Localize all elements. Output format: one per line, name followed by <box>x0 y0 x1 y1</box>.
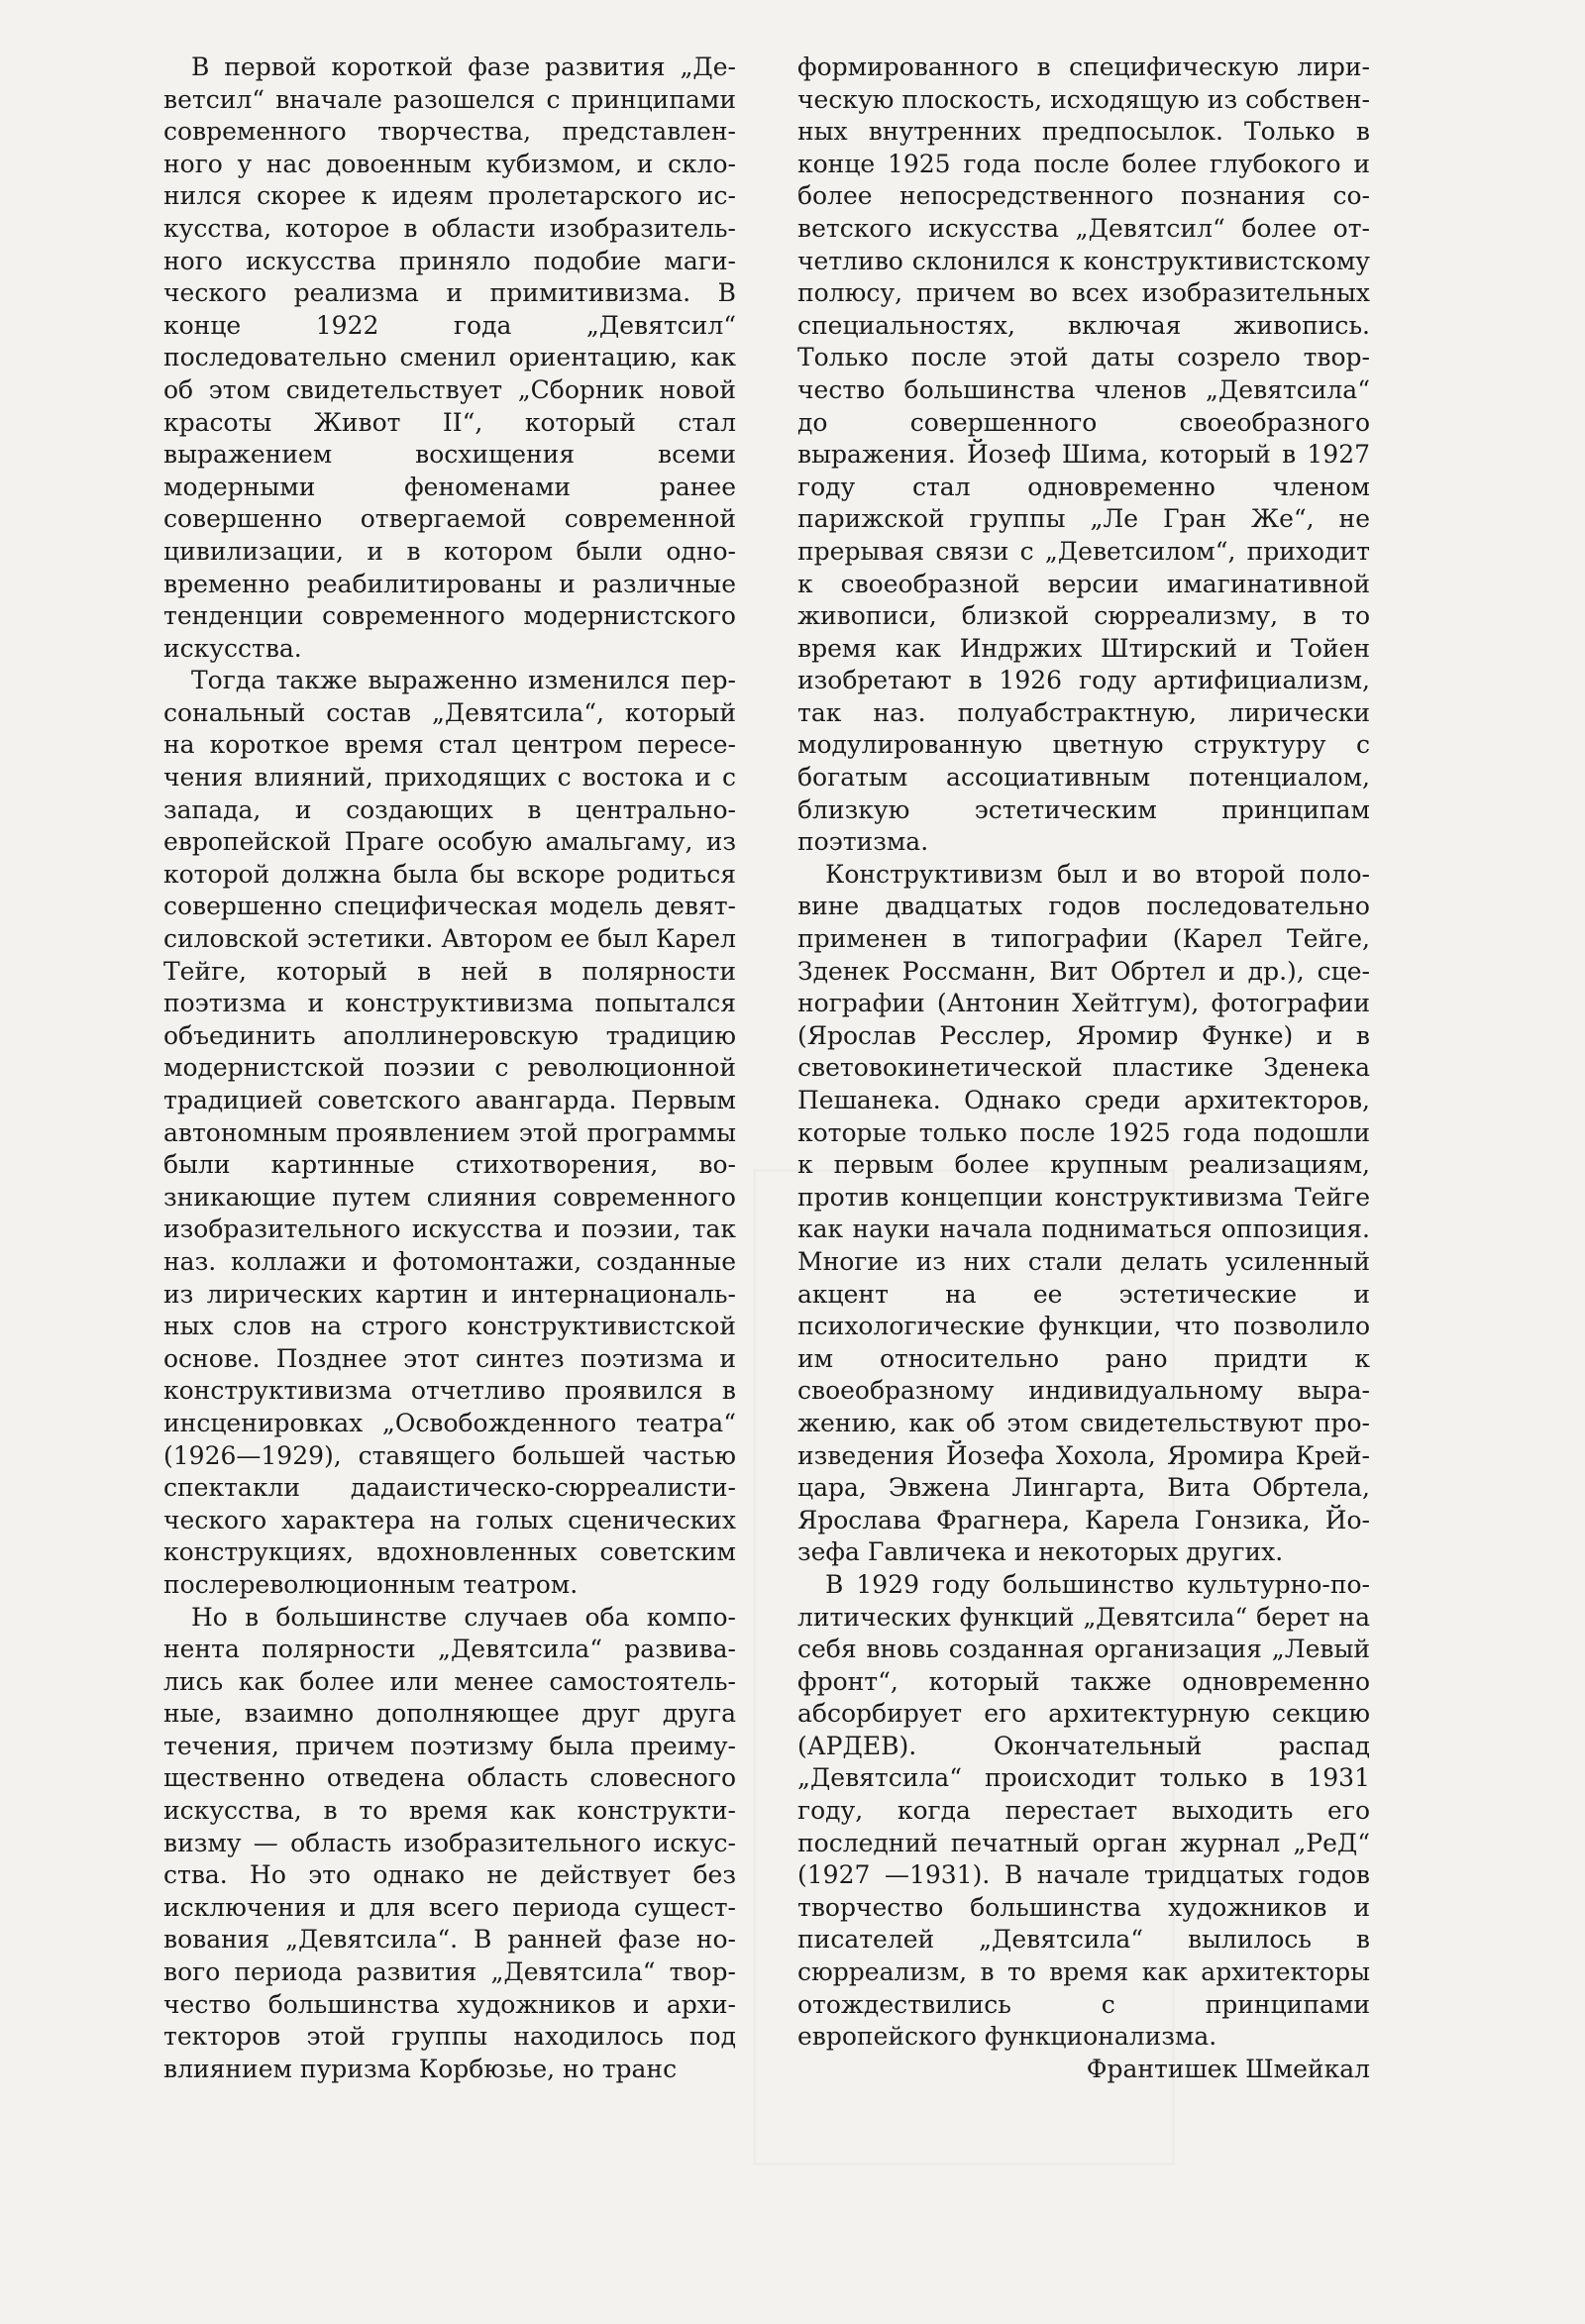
paragraph-right-3: В 1929 году большинство культурно-политических функций „Девятсила“ берет на себя вновь созданная организация „Левый фронт“, который также одновременно абсорбирует его архитектурную секцию (АРДЕВ). Окончательный распад „Девятсила“ происходит только в 1931 году, когда перестает выходить его последний печатный орган журнал „РеД“ (1927 —1931). В начале тридцатых годов творчество большинства художников и писателей „Девятсила“ вылилось в сюрреализм, в то время как архитекторы отождествились с принципами европейского функционализма. <box>797 1569 1370 2052</box>
right-column <box>797 52 1370 2085</box>
paragraph-left-1: В первой короткой фазе развития „Деветсил“ вначале разошелся с принципами современного творчества, представленного у нас довоенным кубизмом, и склонился скорее к идеям пролетарского искусства, которое в области изобразительного искусства приняло подобие магического реализма и примитивизма. В конце 1922 года „Девятсил“ последовательно сменил ориентацию, как об этом свидетельствует „Сборник новой красоты Живот II“, который стал выражением восхищения всеми модерными феноменами ранее совершенно отвергаемой современной цивилизации, и в котором были одновременно реабилитированы и различные тенденции современного модернистского искусства. <box>163 53 736 663</box>
paragraph-right-1: формированного в специфическую лирическую плоскость, исходящую из собственных внутренних предпосылок. Только в конце 1925 года после более глубокого и более непосредственного познания советского искусства „Девятсил“ более отчетливо склонился к конструктивистскому полюсу, причем во всех изобразительных специальностях, включая живопись. Только после этой даты созрело творчество большинства членов „Девятсила“ до совершенного своеобразного выражения. Йозеф Шима, который в 1927 году стал одновременно членом парижской группы „Ле Гран Же“, не прерывая связи с „Деветсилом“, приходит к своеобразной версии имагинативной живописи, близкой сюрреализму, в то время как Индржих Штирский и Тойен изобретают в 1926 году артифициализм, так наз. полуабстрактную, лирически модулированную цветную структуру с богатым ассоциативным потенциалом, близкую эстетическим принципам поэтизма. <box>797 53 1370 857</box>
paragraph-right-2: Конструктивизм был и во второй половине двадцатых годов последовательно применен в типографии (Карел Тейге, Зденек Россманн, Вит Обртел и др.), сценографии (Антонин Хейтгум), фотографии (Ярослав Ресслер, Яромир Функе) и в световокинетической пластике Зденека Пешанека. Однако среди архитекторов, которые только после 1925 года подошли к первым более крупным реализациям, против концепции конструктивизма Тейге как науки начала подниматься оппозиция. Многие из них стали делать усиленный акцент на ее эстетические и психологические функции, что позволило им относительно рано придти к своеобразному индивидуальному выражению, как об этом свидетельствуют произведения Йозефа Хохола, Яромира Крейцара, Эвжена Лингарта, Вита Обртела, Ярослава Фрагнера, Карела Гонзика, Йозефа Гавличека и некоторых других. <box>797 859 1370 1567</box>
paragraph-left-3: Но в большинстве случаев оба компонента полярности „Девятсила“ развивались как более или менее самостоятельные, взаимно дополняющее друг друга течения, причем поэтизму была преимущественно отведена область словесного искусства, в то время как конструктивизму — область изобразительного искусства. Но это однако не действует без исключения и для всего периода существования „Девятсила“. В ранней фазе нового периода развития „Девятсила“ творчество большинства художников и архитекторов этой группы находилось под влиянием пуризма Корбюзье, но транс <box>163 1602 736 2083</box>
paragraph-left-2: Тогда также выраженно изменился персональный состав „Девятсила“, который на короткое время стал центром пересечения влияний, приходящих с востока и с запада, и создающих в центральноевропейской Праге особую амальгаму, из которой должна была бы вскоре родиться совершенно специфическая модель девятсиловской эстетики. Автором ее был Карел Тейге, который в ней в полярности поэтизма и конструктивизма попытался объединить аполлинеровскую традицию модернистской поэзии с революционной традицией советского авангарда. Первым автономным проявлением этой программы были картинные стихотворения, возникающие путем слияния современного изобразительного искусства и поэзии, так наз. коллажи и фотомонтажи, созданные из лирических картин и интернациональных слов на строго конструктивистской основе. Позднее этот синтез поэтизма и конструктивизма отчетливо проявился в инсценировках „Освобожденного театра“ (1926—1929), ставящего большей частью спектакли дадаистическо-сюрреалистического характера на голых сценических конструкциях, вдохновленных советским послереволюционным театром. <box>163 666 736 1599</box>
left-column <box>163 52 736 2085</box>
author-signature: Франтишек Шмейкал <box>1086 2054 1370 2083</box>
